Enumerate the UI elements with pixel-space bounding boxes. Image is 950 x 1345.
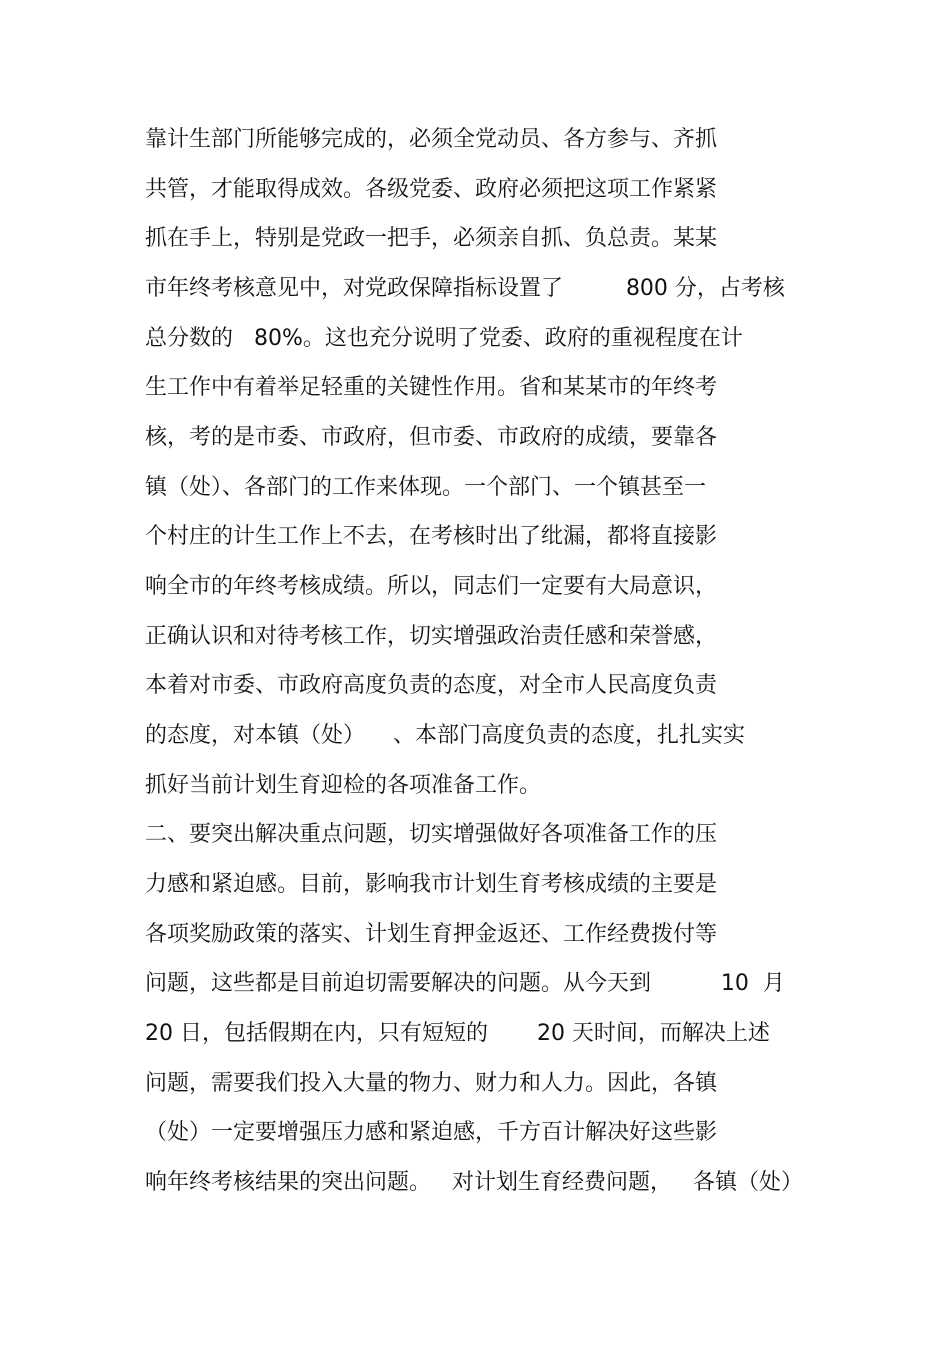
text-line-4: 市年终考核意见中，对党政保障指标设置了 800 分，占考核: [145, 276, 785, 301]
text-line-3: 抓在手上，特别是党政一把手，必须亲自抓、负总责。某某: [145, 226, 718, 251]
text-line-20: 问题，需要我们投入大量的物力、财力和人力。因此，各镇: [145, 1071, 718, 1096]
text-line-21: （处）一定要增强压力感和紧迫感，千方百计解决好这些影: [145, 1120, 718, 1145]
text-line-1: 靠计生部门所能够完成的，必须全党动员、各方参与、齐抓: [145, 127, 718, 152]
text-line-6: 生工作中有着举足轻重的关键性作用。省和某某市的年终考: [145, 375, 718, 400]
text-line-13: 的态度，对本镇（处） 、本部门高度负责的态度，扎扎实实: [145, 723, 745, 748]
text-line-9: 个村庄的计生工作上不去，在考核时出了纰漏，都将直接影: [145, 524, 718, 549]
text-line-18: 问题，这些都是目前迫切需要解决的问题。从今天到 10 月: [145, 971, 785, 996]
text-line-12: 本着对市委、市政府高度负责的态度，对全市人民高度负责: [145, 673, 718, 698]
text-line-17: 各项奖励政策的落实、计划生育押金返还、工作经费拨付等: [145, 922, 718, 947]
text-line-7: 核，考的是市委、市政府，但市委、市政府的成绩，要靠各: [145, 425, 718, 450]
text-line-8: 镇（处）、各部门的工作来体现。一个部门、一个镇甚至一: [145, 475, 707, 500]
text-line-16: 力感和紧迫感。目前，影响我市计划生育考核成绩的主要是: [145, 872, 718, 897]
section-heading-line: 二、要突出解决重点问题，切实增强做好各项准备工作的压: [145, 822, 718, 847]
text-line-2: 共管，才能取得成效。各级党委、政府必须把这项工作紧紧: [145, 177, 718, 202]
text-line-14: 抓好当前计划生育迎检的各项准备工作。: [145, 773, 542, 798]
text-line-22: 响年终考核结果的突出问题。 对计划生育经费问题， 各镇（处）: [145, 1170, 803, 1195]
text-line-19: 20 日，包括假期在内，只有短短的 20 天时间，而解决上述: [145, 1021, 770, 1046]
text-line-5: 总分数的 80%。这也充分说明了党委、政府的重视程度在计: [145, 326, 743, 351]
text-line-11: 正确认识和对待考核工作，切实增强政治责任感和荣誉感，: [145, 624, 718, 649]
text-line-10: 响全市的年终考核成绩。所以，同志们一定要有大局意识，: [145, 574, 718, 599]
